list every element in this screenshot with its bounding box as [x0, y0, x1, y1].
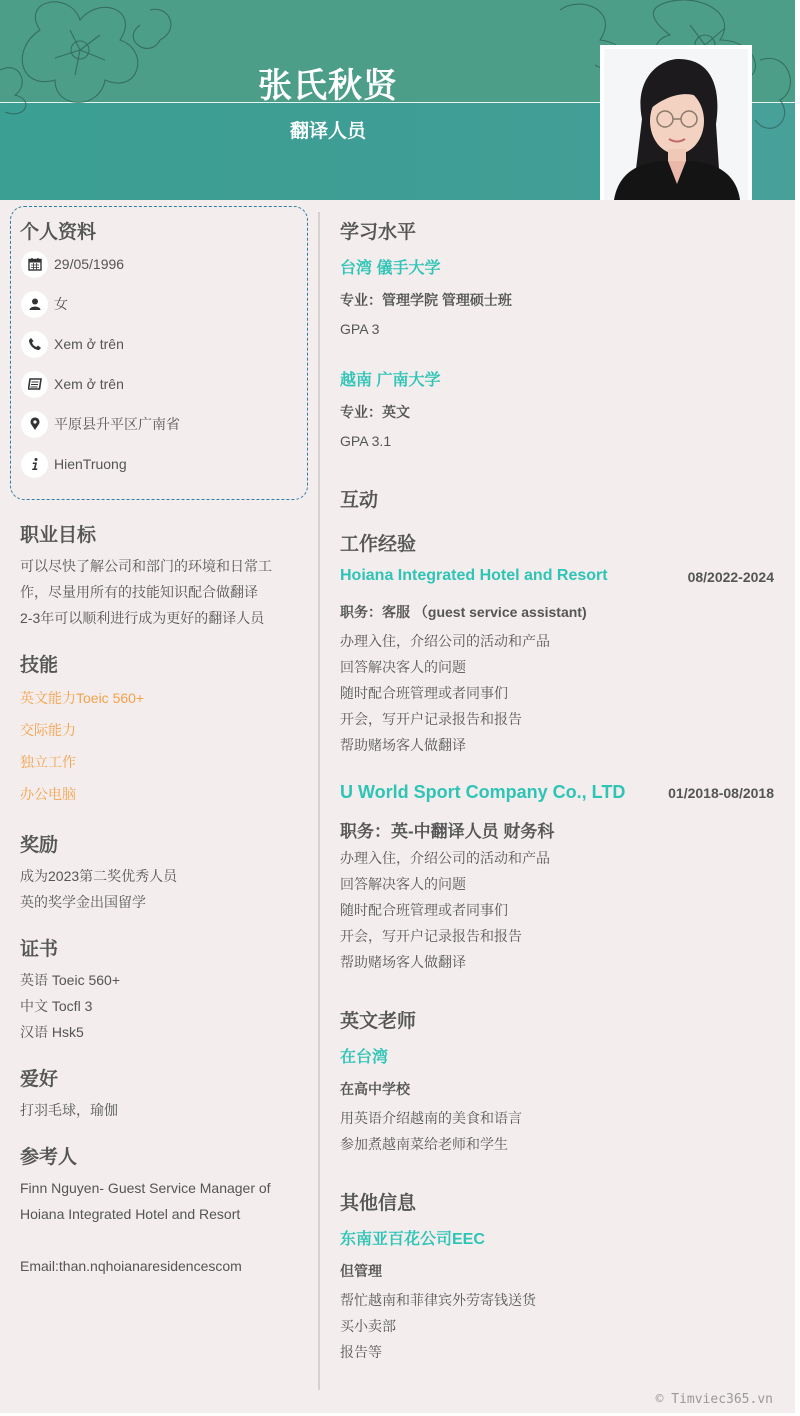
objective-line: 可以尽快了解公司和部门的环境和日常工 — [20, 558, 272, 574]
other-role: 但管理 — [340, 1263, 382, 1279]
job-task: 随时配合班管理或者同事们 — [340, 902, 508, 918]
school-name: 越南 广南大学 — [340, 372, 441, 389]
school-name: 台湾 儀手大学 — [340, 260, 441, 277]
award-item: 英的奖学金出国留学 — [20, 894, 146, 910]
hobbies-heading: 爱好 — [20, 1069, 59, 1090]
objective-heading: 职业目标 — [20, 525, 97, 546]
objective-line: 2-3年可以顺利进行成为更好的翻译人员 — [20, 610, 265, 626]
profile-heading: 个人资料 — [20, 222, 97, 243]
awards-heading: 奖励 — [20, 835, 59, 856]
certificates-heading: 证书 — [20, 939, 59, 960]
phone-icon — [21, 331, 48, 358]
skills-heading: 技能 — [20, 655, 59, 676]
job-title: 翻译人员 — [289, 121, 366, 142]
job-role: 职务：英-中翻译人员 财务科 — [340, 822, 555, 841]
job-task: 开会，写开户记录报告和报告 — [340, 711, 522, 727]
school-major: 专业：英文 — [340, 404, 410, 420]
certificate-item: 汉语 Hsk5 — [20, 1024, 84, 1040]
references-heading: 参考人 — [20, 1147, 78, 1168]
other-heading: 其他信息 — [340, 1193, 417, 1214]
calendar-icon — [21, 251, 48, 278]
teaching-line: 参加煮越南菜给老师和学生 — [340, 1136, 508, 1152]
job-role: 职务：客服 （guest service assistant) — [340, 604, 587, 620]
gender-text: 女 — [54, 296, 68, 312]
other-line: 报告等 — [340, 1344, 382, 1360]
activities-heading: 互动 — [340, 490, 379, 511]
job-task: 回答解决客人的问题 — [340, 659, 466, 675]
other-company: 东南亚百花公司EEC — [340, 1231, 485, 1248]
social-text[interactable]: HienTruong — [54, 456, 127, 472]
profile-photo — [600, 45, 752, 200]
header-banner — [0, 0, 795, 200]
education-heading: 学习水平 — [340, 222, 417, 243]
address-text: 平原县升平区广南省 — [54, 416, 180, 432]
job-date: 08/2022-2024 — [687, 569, 774, 585]
teaching-place: 在台湾 — [340, 1049, 389, 1066]
address-row — [21, 409, 180, 439]
reference-line: Finn Nguyen- Guest Service Manager of — [20, 1180, 271, 1196]
birthdate-text: 29/05/1996 — [54, 256, 125, 272]
footer-credit[interactable]: © Timviec365.vn — [655, 1392, 773, 1407]
skill-item: 办公电脑 — [20, 786, 76, 802]
award-item: 成为2023第二奖优秀人员 — [20, 868, 178, 884]
skill-item: 独立工作 — [20, 754, 76, 770]
job-task: 帮助赌场客人做翻译 — [340, 954, 466, 970]
phone-text[interactable]: Xem ở trên — [54, 336, 124, 352]
job-task: 办理入住，介绍公司的活动和产品 — [340, 633, 550, 649]
teaching-school: 在高中学校 — [340, 1081, 410, 1097]
job-task: 回答解决客人的问题 — [340, 876, 466, 892]
reference-email[interactable]: Email:than.nqhoianaresidencescom — [20, 1258, 242, 1274]
email-text[interactable]: Xem ở trên — [54, 376, 124, 392]
teaching-line: 用英语介绍越南的美食和语言 — [340, 1110, 522, 1126]
job-task: 随时配合班管理或者同事们 — [340, 685, 508, 701]
birthdate-row — [21, 249, 124, 279]
candidate-name: 张氏秋贤 — [258, 67, 398, 105]
gender-row — [21, 289, 68, 319]
social-row — [21, 449, 127, 479]
column-divider — [318, 212, 320, 1390]
email-row — [21, 369, 124, 399]
other-line: 买小卖部 — [340, 1318, 396, 1334]
skill-item: 英文能力Toeic 560+ — [20, 690, 145, 706]
location-pin-icon — [21, 411, 48, 438]
other-line: 帮忙越南和菲律宾外劳寄钱送货 — [340, 1292, 536, 1308]
company-name: U World Sport Company Co., LTD — [340, 782, 626, 802]
phone-row — [21, 329, 124, 359]
hobby-item: 打羽毛球，瑜伽 — [20, 1102, 118, 1118]
job-date: 01/2018-08/2018 — [668, 785, 774, 801]
certificate-item: 中文 Tocfl 3 — [20, 998, 93, 1014]
school-major: 专业：管理学院 管理硕士班 — [340, 292, 512, 308]
school-gpa: GPA 3.1 — [340, 433, 392, 449]
job-task: 办理入住，介绍公司的活动和产品 — [340, 850, 550, 866]
company-name: Hoiana Integrated Hotel and Resort — [340, 567, 608, 584]
reference-line: Hoiana Integrated Hotel and Resort — [20, 1206, 241, 1222]
info-icon — [21, 451, 48, 478]
objective-line: 作，尽量用所有的技能知识配合做翻译 — [20, 584, 258, 600]
school-gpa: GPA 3 — [340, 321, 380, 337]
teaching-heading: 英文老师 — [340, 1011, 417, 1032]
job-task: 开会，写开户记录报告和报告 — [340, 928, 522, 944]
skill-item: 交际能力 — [20, 722, 76, 738]
user-icon — [21, 291, 48, 318]
certificate-item: 英语 Toeic 560+ — [20, 972, 120, 988]
job-task: 帮助赌场客人做翻译 — [340, 737, 466, 753]
envelope-icon — [21, 371, 48, 398]
portrait-image-icon — [604, 49, 748, 200]
experience-heading: 工作经验 — [340, 534, 417, 555]
